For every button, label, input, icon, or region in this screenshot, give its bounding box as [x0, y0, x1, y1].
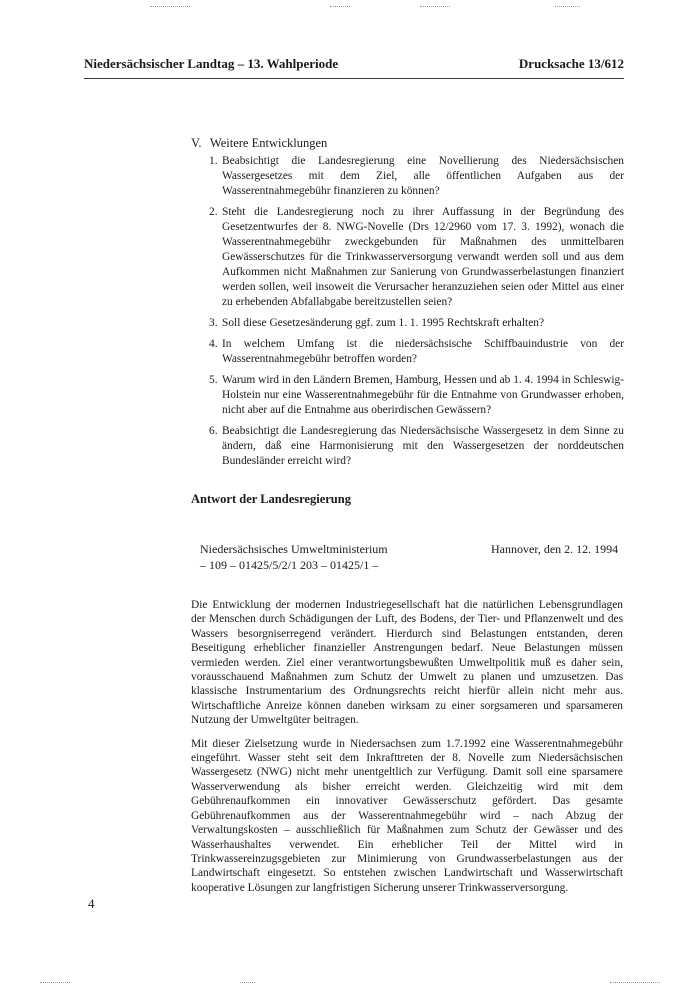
- question-item: [209, 373, 624, 418]
- question-text: In welchem Umfang ist die niedersächsische Schiffbauindustrie von der Wasserentnahmegebühr betroffen worden?: [222, 338, 624, 365]
- question-number: 5.: [209, 374, 218, 386]
- question-item: [209, 337, 624, 367]
- question-text: Beabsichtigt die Landesregierung das Niedersächsische Wassergesetz in dem Sinne zu ändern, daß eine Harmonisierung mit den Wassergesetzen der norddeutschen Bundesländer erreicht wird?: [222, 425, 624, 467]
- question-list: [209, 154, 624, 475]
- header-rule: [84, 78, 624, 79]
- question-item: [209, 424, 624, 469]
- page-header: [84, 56, 624, 72]
- scan-mark-top: [330, 6, 350, 7]
- question-text: Beabsichtigt die Landesregierung eine Novellierung des Niedersächsischen Wassergesetzes mit dem Ziel, alle öffentlichen Aufgaben aus der Wasserentnahmegebühr finanzieren zu können?: [222, 155, 624, 197]
- scan-mark-bottom: [610, 982, 660, 983]
- answer-body: [191, 598, 623, 904]
- section-title: Weitere Entwicklungen: [209, 136, 328, 150]
- scan-mark-top: [555, 6, 580, 7]
- scan-mark-bottom: [40, 982, 70, 983]
- question-text: Soll diese Gesetzesänderung ggf. zum 1. 1. 1995 Rechtskraft erhalten?: [222, 317, 545, 329]
- question-number: 1.: [209, 155, 218, 167]
- scan-mark-top: [420, 6, 450, 7]
- question-number: 4.: [209, 338, 218, 350]
- scan-mark-bottom: [240, 982, 255, 983]
- question-text: Warum wird in den Ländern Bremen, Hamburg, Hessen und ab 1. 4. 1994 in Schleswig-Holstein nur eine Wasserentnahmegebühr für die Entnahme von Grundwasser erhoben, nicht aber auf die Entnahme aus oberirdischen Gewässern?: [222, 374, 624, 416]
- header-title: Niedersächsischer Landtag – 13. Wahlperiode: [84, 56, 339, 71]
- ministry-name: Niedersächsisches Umweltministerium: [200, 542, 388, 556]
- section-number: V.: [191, 136, 202, 150]
- document-number: Drucksache 13/612: [518, 56, 624, 71]
- question-number: 6.: [209, 425, 218, 437]
- answer-heading: Antwort der Landesregierung: [191, 492, 351, 506]
- question-number: 3.: [209, 317, 218, 329]
- answer-paragraph: Mit dieser Zielsetzung wurde in Niedersachsen zum 1.7.1992 eine Wasserentnahmegebühr eingeführt. Wasser steht seit dem Inkrafttreten der 8. Novelle zum Niedersächsischen Wassergesetz (NWG) nicht mehr unentgeltlich zur Verfügung. Damit soll eine sparsamere Wasserverwendung als bisher erreicht werden. Gleichzeitig wird mit dem Gebührenaufkommen ein innovativer Gewässerschutz gefördert. Das gesamte Gebührenaufkommen aus der Wasserentnahmegebühr wird – nach Abzug der Verwaltungskosten – ausschließlich für Maßnahmen zum Schutz der Gewässer und des Wasserhaushaltes verwendet. Ein erheblicher Teil der Mittel wird in Trinkwassereinzugsgebieten zur Minimierung von Grundwasserbelastungen aus der Landwirtschaft eingesetzt. So entstehen zwischen Landwirtschaft und Wasserwirtschaft kooperative Lösungen zur langfristigen Sicherung unserer Trinkwasserversorgung.: [191, 737, 623, 894]
- page-number: 4: [88, 896, 95, 911]
- reference-number: – 109 – 01425/5/2/1 203 – 01425/1 –: [200, 558, 379, 572]
- question-item: [209, 316, 624, 331]
- question-number: 2.: [209, 206, 218, 218]
- ministry-block: [200, 541, 388, 573]
- question-item: [209, 154, 624, 199]
- question-text: Steht die Landesregierung noch zu ihrer Auffassung in der Begründung des Gesetzentwurfes der 8. NWG-Novelle (Drs 12/2960 vom 17. 3. 1992), wonach die Wasserentnahmegebühr zweckgebunden für Maßnahmen des unmittelbaren Gewässerschutzes für die Trinkwasserversorgung verwandt werden soll und aus dem Aufkommen nicht Maßnahmen zur Sanierung von Grundwasserbelastungen finanziert werden sollen, weil insoweit die Verursacher heranzuziehen seien oder Mittel aus einer zu erhebenden Abfallabgabe bereitzustellen seien?: [222, 206, 624, 308]
- section-heading: [191, 136, 327, 151]
- dateline: Hannover, den 2. 12. 1994: [491, 542, 619, 556]
- scan-mark-top: [150, 6, 190, 7]
- question-item: [209, 205, 624, 310]
- answer-paragraph: Die Entwicklung der modernen Industriegesellschaft hat die natürlichen Lebensgrundlagen der Menschen durch Schädigungen der Luft, des Bodens, der Tier- und Pflanzenwelt und des Wassers besorgniserregend verändert. Hierdurch sind Belastungen entstanden, deren Beseitigung erheblicher finanzieller Anstrengungen bedarf. Neue Belastungen müssen vermieden werden. Ziel einer verantwortungsbewußten Umweltpolitik muß es daher sein, vorausschauend Maßnahmen zum Schutz der Umwelt zu planen und umzusetzen. Das klassische Instrumentarium des Ordnungsrechts reicht hierfür allein nicht mehr aus. Wirtschaftliche Anreize können daneben wirksam zu einer sorgsameren und sparsameren Nutzung der Umweltgüter beitragen.: [191, 599, 623, 727]
